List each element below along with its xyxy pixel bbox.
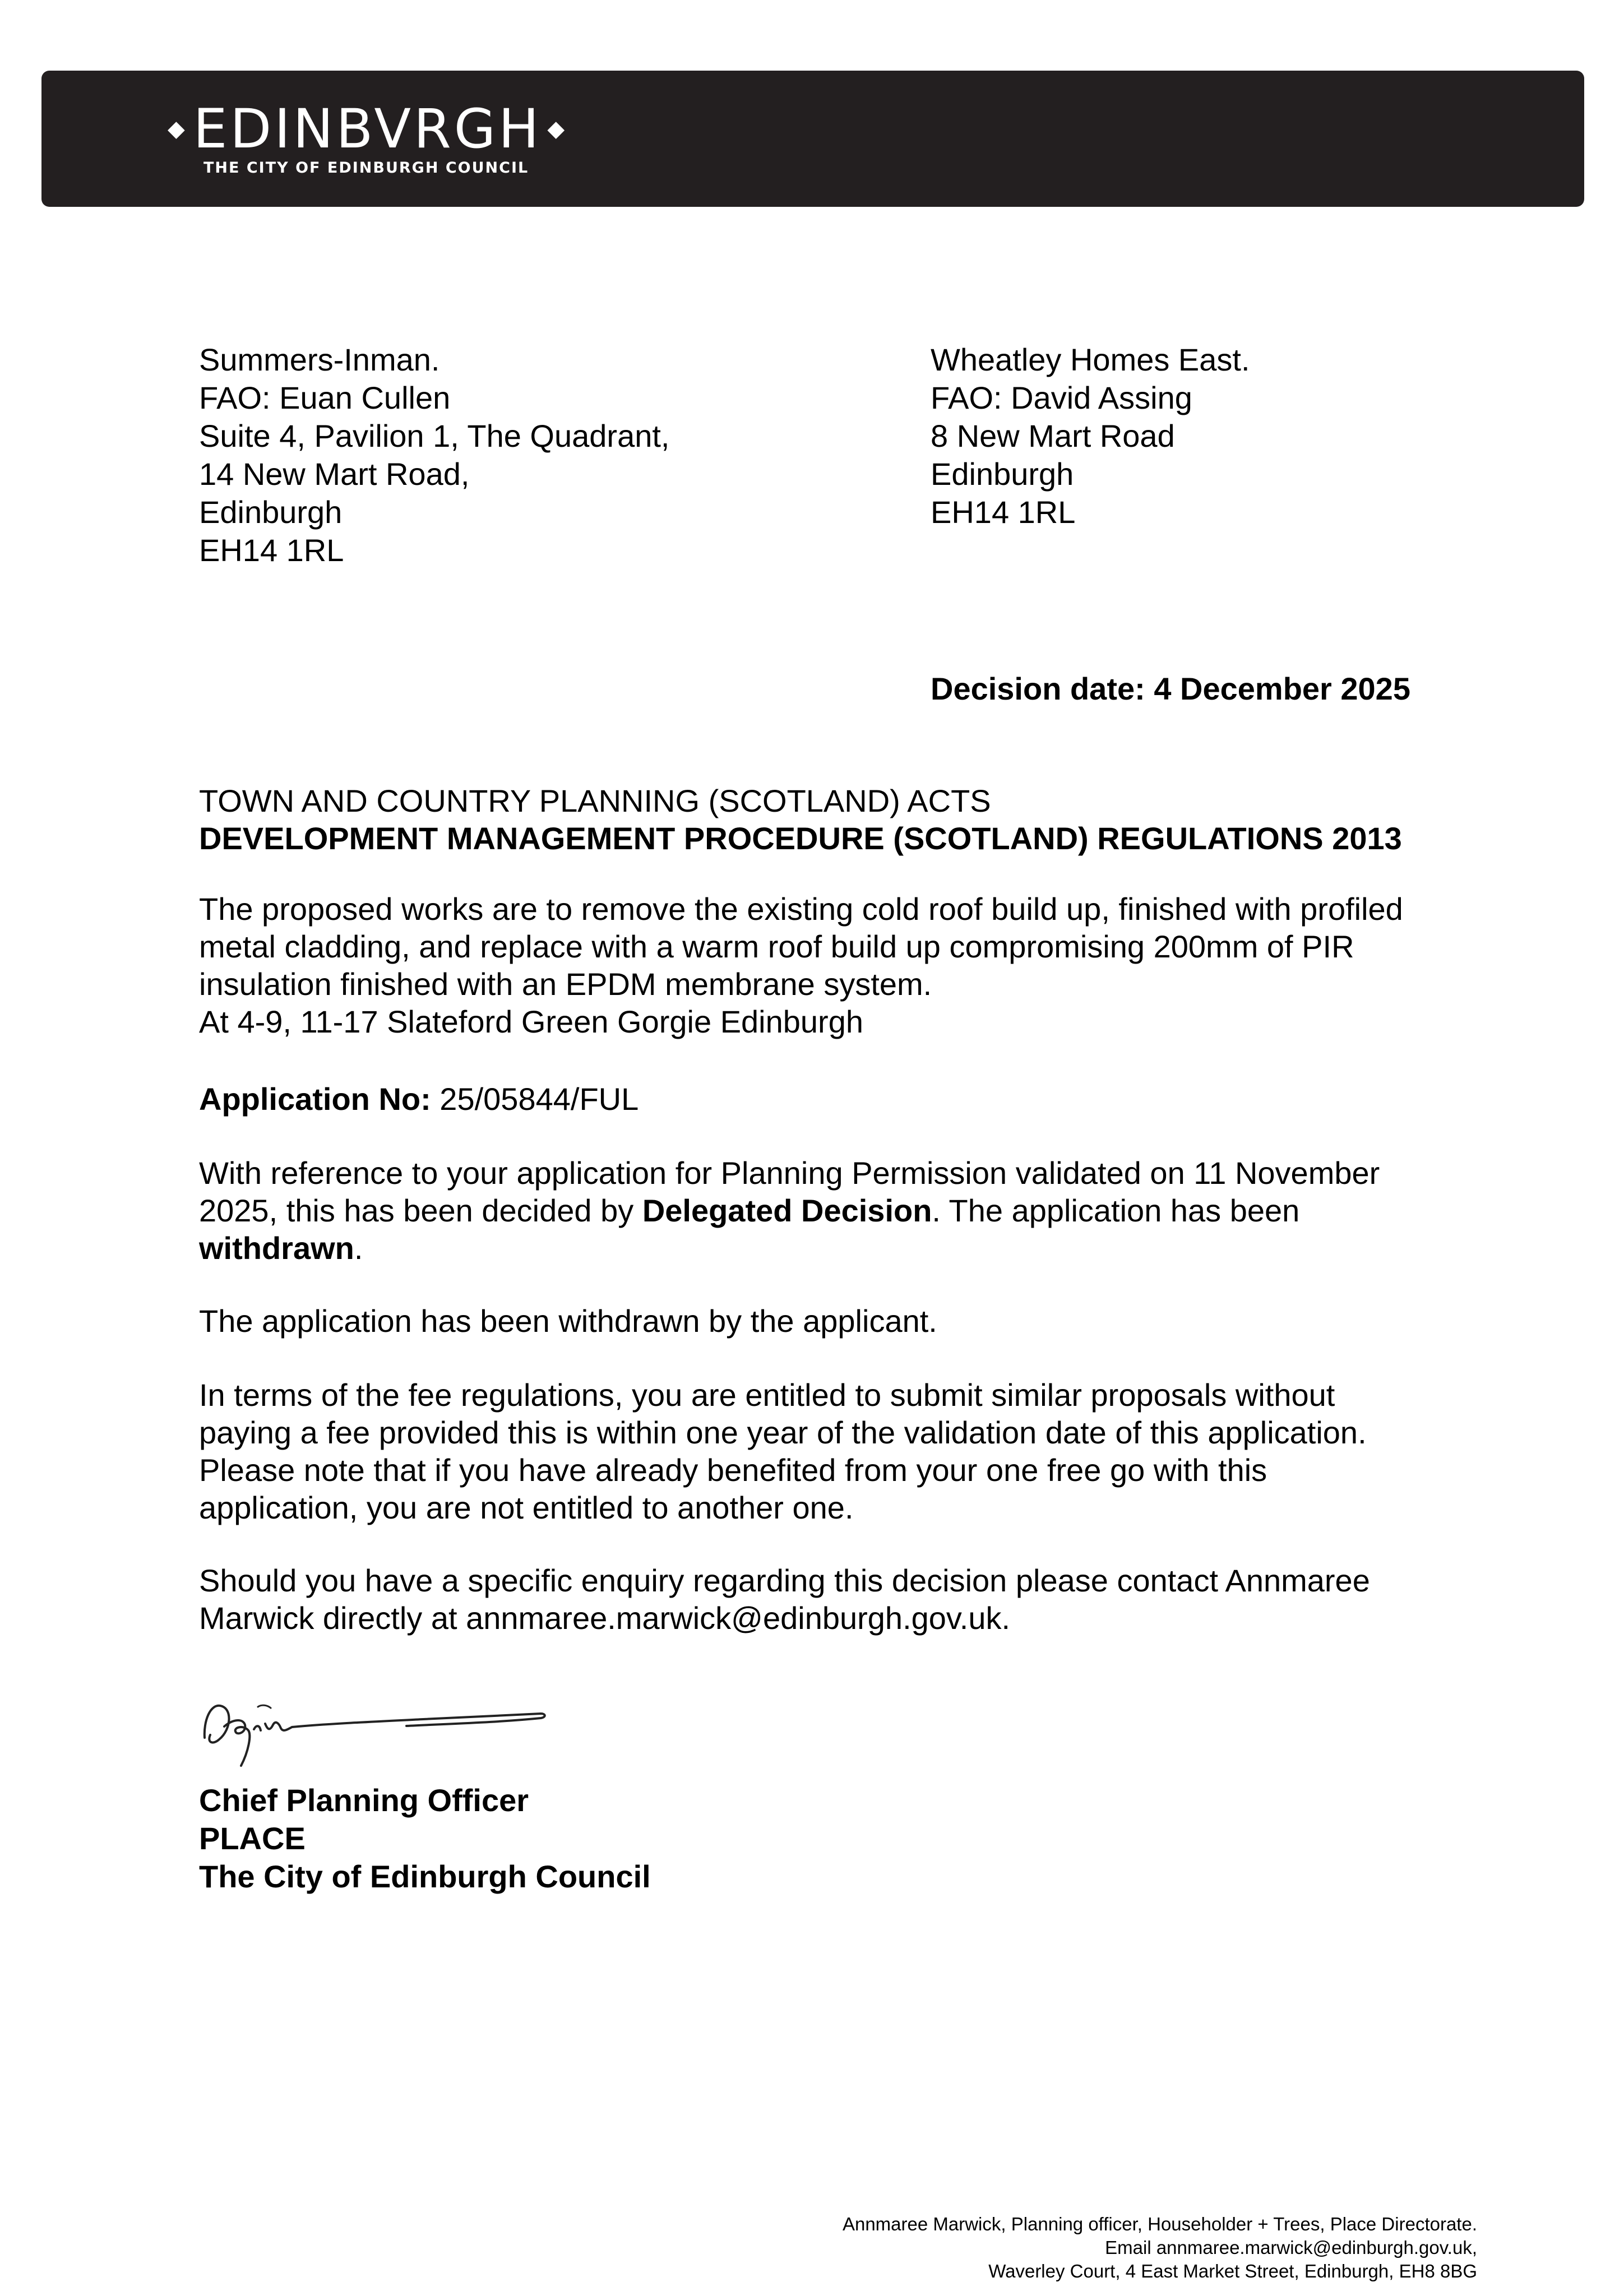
acts-line: TOWN AND COUNTRY PLANNING (SCOTLAND) ACTS xyxy=(199,783,991,818)
application-number xyxy=(199,1080,1505,1118)
proposal-description xyxy=(199,890,1505,1040)
address-line: FAO: Euan Cullen xyxy=(199,380,451,415)
officer-department: PLACE xyxy=(199,1821,306,1856)
fee-line: paying a fee provided this is within one year of the validation date of this application. xyxy=(199,1415,1367,1450)
address-line: Summers-Inman. xyxy=(199,342,440,377)
regulations-line: DEVELOPMENT MANAGEMENT PROCEDURE (SCOTLAND) REGULATIONS 2013 xyxy=(199,821,1402,856)
signatory-block xyxy=(199,1781,651,1896)
header-banner xyxy=(41,71,1584,207)
proposal-line: metal cladding, and replace with a warm roof build up compromising 200mm of PIR xyxy=(199,929,1354,964)
officer-title: Chief Planning Officer xyxy=(199,1783,529,1818)
application-value: 25/05844/FUL xyxy=(431,1081,639,1117)
enquiry-paragraph xyxy=(199,1562,1505,1637)
reference-paragraph: With reference to your application for Planning Permission validated on 11 November 2025, this has been decided by Delegated Decision. The application has been withdrawn. xyxy=(199,1154,1505,1267)
logo-wordmark: EDINBVRGH xyxy=(193,98,542,160)
enquiry-line: Marwick directly at annmaree.marwick@edinburgh.gov.uk. xyxy=(199,1600,1011,1636)
address-line: FAO: David Assing xyxy=(931,380,1192,415)
council-name: The City of Edinburgh Council xyxy=(199,1859,651,1894)
footer-contact xyxy=(843,2212,1477,2283)
acts-heading xyxy=(199,782,1505,857)
footer-line: Annmaree Marwick, Planning officer, Householder + Trees, Place Directorate. xyxy=(842,2214,1477,2234)
address-line: Edinburgh xyxy=(199,494,343,530)
address-line: EH14 1RL xyxy=(931,494,1076,530)
decision-date: Decision date: 4 December 2025 xyxy=(931,671,1410,706)
fee-line: application, you are not entitled to another one. xyxy=(199,1490,854,1525)
address-line: Wheatley Homes East. xyxy=(931,342,1250,377)
fee-line: In terms of the fee regulations, you are entitled to submit similar proposals without xyxy=(199,1377,1335,1413)
enquiry-line: Should you have a specific enquiry regarding this decision please contact Annmaree xyxy=(199,1563,1370,1598)
fee-paragraph xyxy=(199,1376,1505,1526)
fee-line: Please note that if you have already benefited from your one free go with this xyxy=(199,1452,1267,1488)
address-line: 8 New Mart Road xyxy=(931,418,1175,453)
site-address: At 4-9, 11-17 Slateford Green Gorgie Edinburgh xyxy=(199,1004,863,1039)
decision-type: Delegated Decision xyxy=(642,1193,932,1228)
reference-line: With reference to your application for Planning Permission validated on 11 November xyxy=(199,1155,1380,1191)
address-line: EH14 1RL xyxy=(199,533,344,568)
diamond-icon: ◆ xyxy=(168,116,188,142)
recipient-address-left xyxy=(199,341,669,570)
proposal-line: The proposed works are to remove the existing cold roof build up, finished with profiled xyxy=(199,891,1403,927)
footer-line: Waverley Court, 4 East Market Street, Edinburgh, EH8 8BG xyxy=(988,2261,1477,2281)
decision-outcome: withdrawn xyxy=(199,1230,354,1266)
address-line: 14 New Mart Road, xyxy=(199,456,470,492)
address-line: Edinburgh xyxy=(931,456,1074,492)
address-line: Suite 4, Pavilion 1, The Quadrant, xyxy=(199,418,670,453)
council-logo xyxy=(162,98,573,177)
logo-subtitle: THE CITY OF EDINBURGH COUNCIL xyxy=(203,159,529,177)
signature xyxy=(193,1673,552,1785)
footer-line: Email annmaree.marwick@edinburgh.gov.uk, xyxy=(1105,2237,1477,2258)
application-label: Application No: xyxy=(199,1081,431,1117)
withdrawn-note: The application has been withdrawn by the applicant. xyxy=(199,1303,937,1339)
diamond-icon: ◆ xyxy=(547,116,568,142)
recipient-address-right xyxy=(931,341,1250,531)
proposal-line: insulation finished with an EPDM membrane system. xyxy=(199,966,932,1002)
